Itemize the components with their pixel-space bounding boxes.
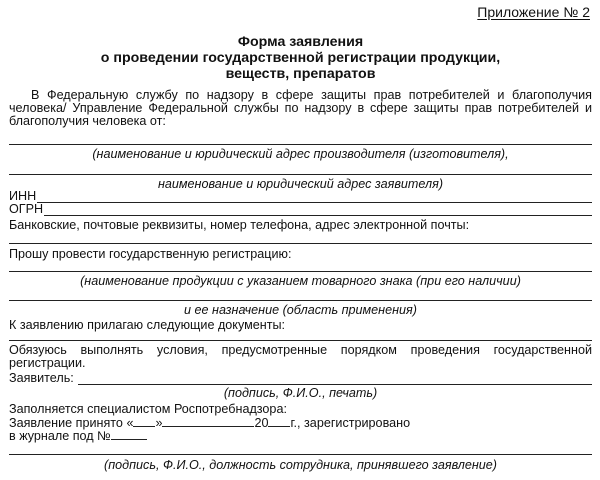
purpose-input-line[interactable] <box>9 300 592 301</box>
producer-caption: (наименование и юридический адрес производителя (изготовителя), <box>92 147 509 161</box>
accepted-line <box>9 416 592 430</box>
journal-number-input[interactable] <box>111 429 147 440</box>
accepted-prefix: Заявление принято « <box>9 416 134 430</box>
title-line-2: о проведении государственной регистрации продукции, <box>100 50 501 66</box>
accepted-month-input[interactable] <box>162 416 254 427</box>
journal-label: в журнале под № <box>9 429 111 443</box>
applicant-signature-label: Заявитель: <box>9 371 74 385</box>
application-form <box>9 0 592 480</box>
applicant-input-line[interactable] <box>9 174 592 175</box>
inn-input-line[interactable] <box>37 192 592 203</box>
documents-input-line[interactable] <box>9 340 592 341</box>
receiver-signature-line[interactable] <box>9 454 592 455</box>
accepted-suffix: г., зарегистрировано <box>290 416 411 430</box>
producer-input-line[interactable] <box>9 144 592 145</box>
inn-label: ИНН <box>9 189 37 203</box>
ogrn-field[interactable] <box>9 203 592 216</box>
bank-details-input-line[interactable] <box>9 243 592 244</box>
applicant-signature-line[interactable] <box>78 374 592 385</box>
product-caption: (наименование продукции с указанием товарного знака (при его наличии) <box>80 274 521 288</box>
accepted-year-input[interactable] <box>268 416 290 427</box>
specialist-label: Заполняется специалистом Роспотребнадзора: <box>9 402 287 416</box>
applicant-signature-field[interactable] <box>9 372 592 385</box>
documents-label: К заявлению прилагаю следующие документы: <box>9 318 286 332</box>
request-label: Прошу провести государственную регистрацию: <box>9 247 292 261</box>
obligation-text: Обязуюсь выполнять условия, предусмотренные порядком проведения государственной регистрации. <box>9 343 592 370</box>
purpose-caption: и ее назначение (область применения) <box>184 303 417 317</box>
signature-caption: (подпись, Ф.И.О., печать) <box>223 386 378 400</box>
inn-field[interactable] <box>9 190 592 203</box>
bank-details-label: Банковские, почтовые реквизиты, номер телефона, адрес электронной почты: <box>9 218 470 232</box>
product-input-line[interactable] <box>9 271 592 272</box>
applicant-caption: наименование и юридический адрес заявителя) <box>157 177 444 191</box>
accepted-mid: » <box>155 416 163 430</box>
intro-paragraph: В Федеральную службу по надзору в сфере защиты прав потребителей и благополучия человека/ Управление Федеральной службы по надзору в сфере защиты прав потребителей и благополучия человека от: <box>9 88 592 128</box>
form-title <box>9 34 592 82</box>
accepted-year-prefix: 20 <box>254 416 269 430</box>
title-line-1: Форма заявления <box>237 34 364 50</box>
ogrn-input-line[interactable] <box>44 205 592 216</box>
accepted-day-input[interactable] <box>133 416 155 427</box>
ogrn-label: ОГРН <box>9 202 44 216</box>
receiver-caption: (подпись, Ф.И.О., должность сотрудника, принявшего заявление) <box>104 458 497 472</box>
title-line-3: веществ, препаратов <box>225 66 376 82</box>
journal-line <box>9 429 592 443</box>
appendix-label: Приложение № 2 <box>477 4 590 20</box>
